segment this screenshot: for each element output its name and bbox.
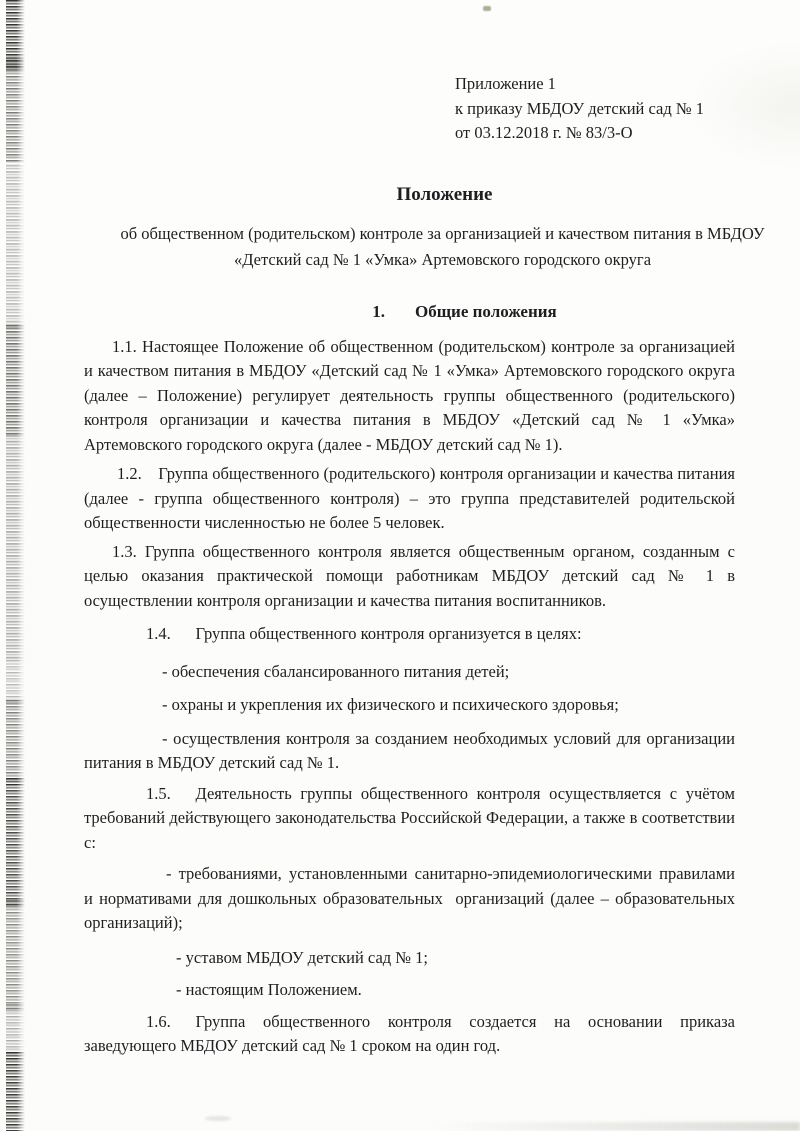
section-number: 1. [372, 301, 385, 321]
paragraph-1-5: 1.5. Деятельность группы общественного контроля осуществляется с учётом требований действующего законодательства Российской Федерации, а также в соответствии с: [84, 783, 735, 852]
annex-reference-block [455, 72, 735, 146]
annex-line: Приложение 1 [455, 74, 556, 93]
scan-smudge [6, 700, 25, 785]
scan-smudge [6, 58, 25, 163]
scan-smudge [6, 325, 25, 435]
scan-smudge [6, 435, 25, 660]
paragraph-1-1: 1.1. Настоящее Положение об общественном (родительском) контроле за организацией и качеством питания в МБДОУ «Детский сад № 1 «Умка» Артемовского городского округа (далее – Положение) регулирует деятельность группы общественного (родительского) контроля организации и качества питания в МБДОУ «Детский сад № 1 «Умка» Артемовского городского округа (далее - МБДОУ детский сад № 1). [84, 336, 735, 454]
list-item: - обеспечения сбалансированного питания детей; [162, 661, 510, 681]
scan-smudge [6, 900, 25, 1010]
section-title: Общие положения [414, 301, 557, 321]
scan-smudge [6, 1004, 25, 1059]
scan-smudge [6, 778, 25, 906]
section-heading [139, 300, 790, 324]
list-item: - уставом МБДОУ детский сад № 1; [176, 947, 429, 967]
scan-bottom-speck [205, 1116, 231, 1121]
paragraph-1-3: 1.3. Группа общественного контроля является общественным органом, созданным с целью оказания практической помощи работникам МБДОУ детский сад № 1 в осуществлении контроля организации и качества питания воспитанников. [84, 541, 735, 610]
paragraph-1-6: 1.6. Группа общественного контроля создается на основании приказа заведующего МБДОУ детский сад № 1 сроком на один год. [84, 1011, 735, 1055]
list-item: - требованиями, установленными санитарно-эпидемиологическими правилами и нормативами для дошкольных образовательных организаций (далее – образовательных организаций); [84, 864, 735, 932]
document-subtitle: об общественном (родительском) контроле за организацией и качеством питания в МБДОУ «Детский сад № 1 «Умка» Артемовского городского округа [120, 223, 765, 269]
scan-smudge [6, 0, 25, 70]
paragraph-1-4: 1.4. Группа общественного контроля организуется в целях: [146, 624, 582, 643]
list-item: - осуществления контроля за созданием необходимых условий для организации питания в МБДОУ детский сад № 1. [84, 728, 735, 772]
paragraph-1-2: 1.2. Группа общественного (родительского) контроля организации и качества питания (далее - группа общественного контроля) – это группа представителей родительской общественности численностью не более 5 человек. [84, 464, 735, 532]
scan-smudge [6, 165, 25, 330]
list-item: - настоящим Положением. [176, 980, 362, 999]
scan-smudge [6, 1052, 25, 1131]
annex-line: от 03.12.2018 г. № 83/3-О [455, 123, 633, 142]
list-item: - охраны и укрепления их физического и психического здоровья; [162, 695, 619, 714]
scan-bottom-smudge [430, 1122, 800, 1131]
scan-smudge [6, 660, 25, 705]
document-content [84, 0, 765, 1059]
document-title: Положение [396, 183, 493, 205]
scan-binding-artifact [0, 0, 34, 1131]
annex-line: к приказу МБДОУ детский сад № 1 [455, 98, 704, 118]
